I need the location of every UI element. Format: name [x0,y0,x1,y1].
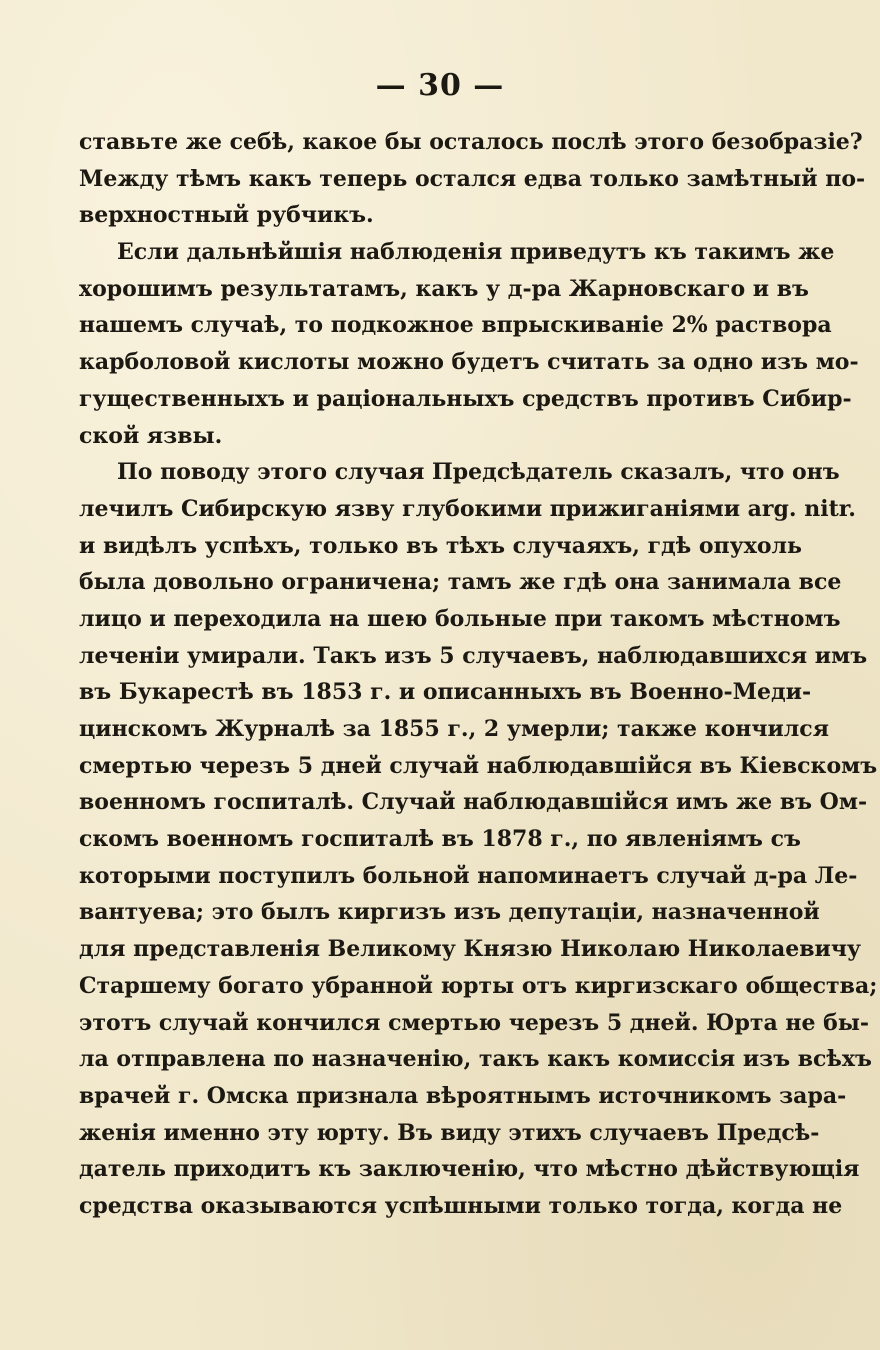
text-line: Между тѣмъ какъ теперь остался едва только замѣтный по- [79,165,866,192]
text-line: и видѣлъ успѣхъ, только въ тѣхъ случаяхъ, гдѣ опухоль [79,532,802,559]
text-line: гущественныхъ и раціональныхъ средствъ противъ Сибир- [79,385,852,412]
text-line: средства оказываются успѣшными только тогда, когда не [79,1192,843,1219]
text-line: врачей г. Омска признала вѣроятнымъ источникомъ зара- [79,1082,847,1109]
text-line: ставьте же себѣ, какое бы осталось послѣ этого безобразіе? [79,129,863,155]
text-line: скомъ военномъ госпиталѣ въ 1878 г., по явленіямъ съ [79,826,801,853]
text-line: вантуева; это былъ киргизъ изъ депутаціи, назначенной [79,899,820,926]
text-line: По поводу этого случая Предсѣдатель сказалъ, что онъ [117,459,840,486]
text-line: верхностный рубчикъ. [79,202,374,229]
text-line: этотъ случай кончился смертью черезъ 5 дней. Юрта не бы- [79,1009,870,1036]
text-line: ской язвы. [79,422,223,449]
text-line: ла отправлена по назначенію, такъ какъ комиссія изъ всѣхъ [79,1046,872,1073]
text-line: была довольно ограничена; тамъ же гдѣ она занимала все [79,569,842,596]
text-line: датель приходитъ къ заключенію, что мѣстно дѣйствующія [79,1156,860,1183]
text-line: лицо и переходила на шею больные при такомъ мѣстномъ [79,605,841,632]
text-line: въ Букарестѣ въ 1853 г. и описанныхъ въ Военно-Меди- [79,679,812,706]
text-line: хорошимъ результатамъ, какъ у д-ра Жарновскаго и въ [79,275,809,302]
text-line: леченіи умирали. Такъ изъ 5 случаевъ, наблюдавшихся имъ [79,642,868,669]
text-line: Старшему богато убранной юрты отъ киргизскаго общества; [79,972,878,999]
text-line: военномъ госпиталѣ. Случай наблюдавшійся имъ же въ Ом- [79,789,868,816]
text-line: для представленія Великому Князю Николаю Николаевичу [79,936,862,963]
text-line: Если дальнѣйшія наблюденія приведутъ къ такимъ же [117,239,835,266]
text-line: цинскомъ Журналѣ за 1855 г., 2 умерли; также кончился [79,716,829,742]
text-line: смертью черезъ 5 дней случай наблюдавшійся въ Кіевскомъ [79,752,878,779]
text-line: лечилъ Сибирскую язву глубокими прижиганіями arg. nitr. [79,495,856,522]
text-line: которыми поступилъ больной напоминаетъ случай д-ра Ле- [79,862,858,889]
text-line: женія именно эту юрту. Въ виду этихъ случаевъ Предсѣ- [79,1119,820,1146]
page-number: — 30 — [375,68,505,103]
body-text [79,124,878,1225]
text-line: карболовой кислоты можно будетъ считать за одно изъ мо- [79,349,859,376]
text-line: нашемъ случаѣ, то подкожное впрыскиваніе 2% раствора [79,312,832,339]
